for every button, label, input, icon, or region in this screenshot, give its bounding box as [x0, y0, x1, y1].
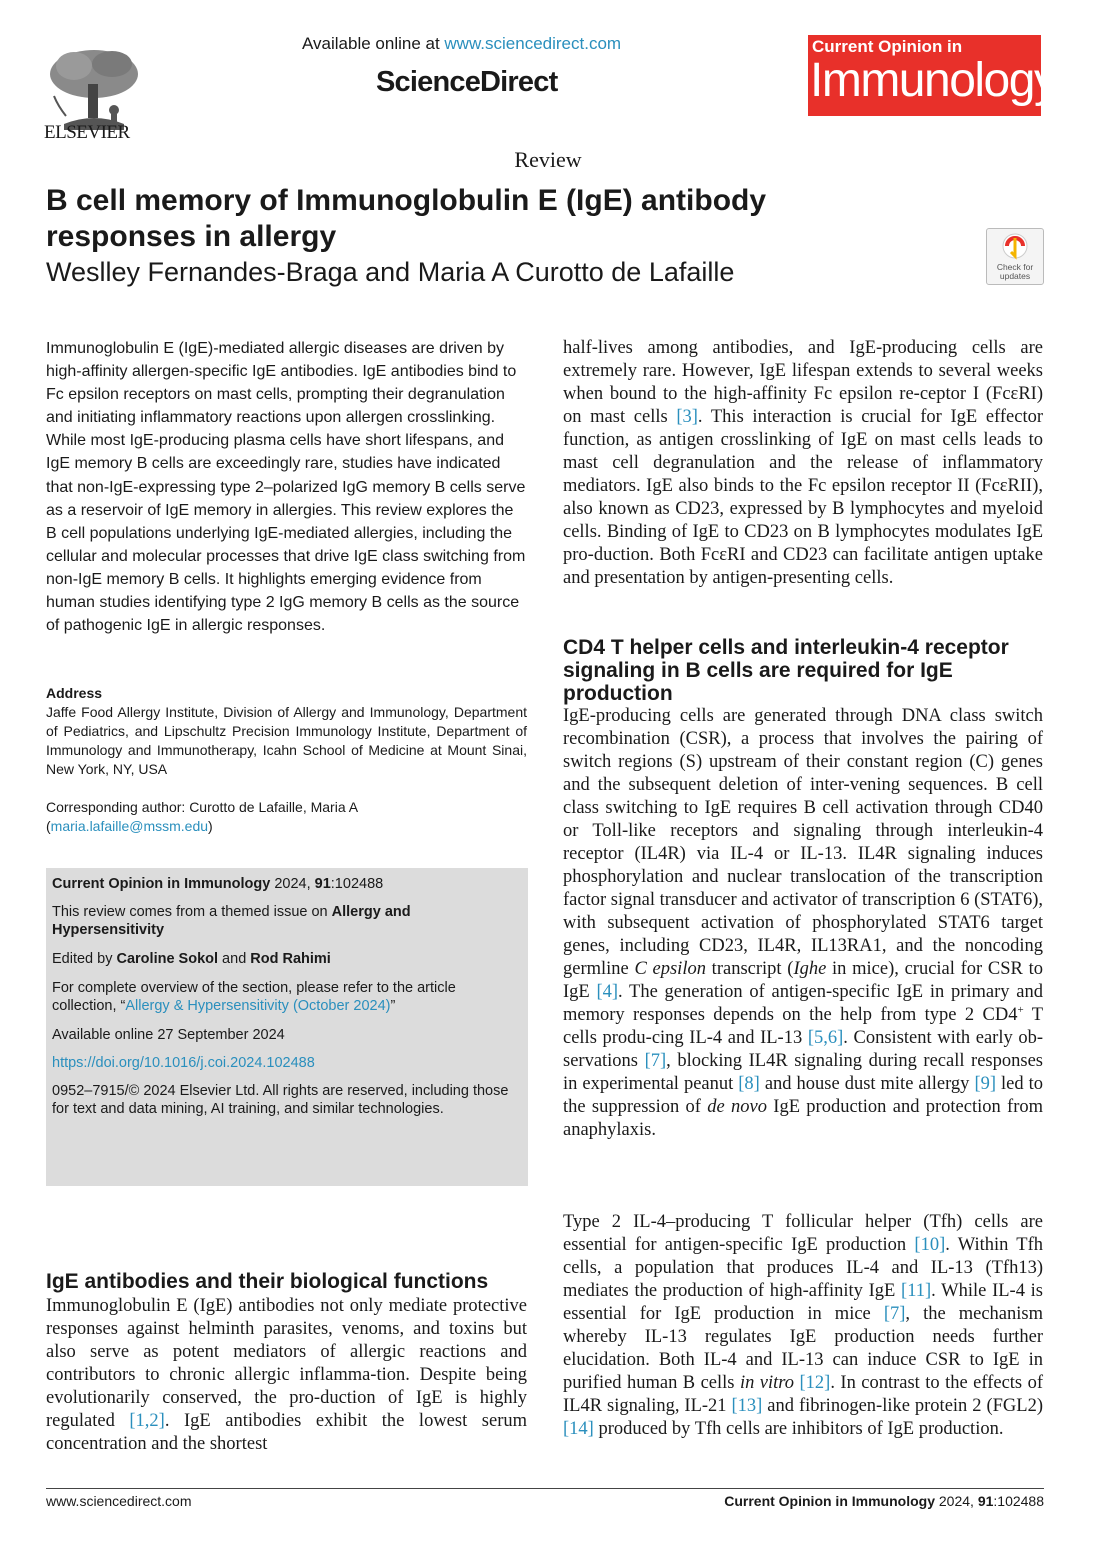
section-heading-ige-antibodies: IgE antibodies and their biological functions: [46, 1270, 489, 1293]
editor-2: Rod Rahimi: [250, 951, 331, 967]
citation-link[interactable]: [12]: [799, 1373, 831, 1393]
citation-link[interactable]: [3]: [676, 407, 698, 427]
superscript: +: [1017, 1003, 1024, 1016]
footer-citation: [724, 1493, 1044, 1509]
journal-logo: [808, 35, 1057, 116]
text-run: led to the suppression of: [563, 1074, 1043, 1117]
footer-volume: 91: [977, 1493, 994, 1509]
text-run: . IgE antibodies exhibit the lowest serum concentration and the shortest: [46, 1411, 527, 1454]
text-run: . Consistent with early ob-servations: [563, 1028, 1043, 1071]
citation-link[interactable]: [7]: [644, 1051, 667, 1071]
email-close: ): [208, 818, 213, 834]
footer-journal: Current Opinion in Immunology: [724, 1493, 935, 1509]
text-run: and fibrinogen-like protein 2 (FGL2): [762, 1396, 1043, 1416]
overview-prefix: For complete overview of the section, please refer to the article collection, “: [52, 980, 456, 1014]
text-run: IgE production and protection from anaphylaxis.: [563, 1097, 1043, 1140]
citation-link[interactable]: [7]: [883, 1304, 906, 1324]
text-run: in mice), crucial for CSR to IgE: [563, 959, 1043, 1002]
themed-topic: Allergy and Hypersensitivity: [52, 904, 411, 938]
italic-term: Ighe: [793, 959, 827, 979]
footer-divider: [46, 1488, 1044, 1489]
right-paragraph-3: [563, 1211, 1043, 1441]
text-run: transcript (: [705, 959, 794, 979]
sciencedirect-url-link[interactable]: www.sciencedirect.com: [444, 34, 622, 53]
elsevier-wordmark: ELSEVIER: [44, 122, 130, 143]
infobox-available-date: Available online 27 September 2024: [52, 1027, 285, 1043]
infobox-article-no: :102488: [330, 876, 384, 892]
infobox-editors: [52, 950, 522, 968]
themed-prefix: This review comes from a themed issue on: [52, 904, 332, 920]
address-heading: Address: [46, 685, 103, 701]
article-title: B cell memory of Immunoglobulin E (IgE) antibody responses in allergy: [46, 184, 767, 253]
section1-paragraph: [46, 1295, 527, 1456]
check-updates-label: Check for updates: [996, 262, 1034, 281]
text-run: . In contrast to the effects of IL4R signaling, IL-21: [563, 1373, 1043, 1416]
text-run: and house dust mite allergy: [759, 1074, 975, 1094]
text-run: Immunoglobulin E (IgE) antibodies not only mediate protective responses against helminth parasites, venoms, and toxins but also serve as potent mediators of allergic reactions and contributors to chronic allergic inflamma-tion. Despite being evolutionarily conserved, the pro-duction of IgE is highly regulated: [46, 1296, 527, 1431]
citation-link[interactable]: [8]: [738, 1074, 760, 1094]
infobox-year: 2024,: [270, 876, 315, 892]
citation-link[interactable]: [11]: [901, 1281, 932, 1301]
text-run: . Within Tfh cells, a population that produces IL-4 and IL-13 (Tfh13) mediates the production of high-affinity IgE: [563, 1235, 1043, 1301]
text-run: . While IL-4 is essential for IgE production in mice: [563, 1281, 1043, 1324]
footer-year: 2024,: [934, 1493, 978, 1509]
right-paragraph-1: [563, 337, 1043, 590]
text-run: , blocking IL4R signaling during recall responses in experimental peanut: [563, 1051, 1043, 1094]
text-run: half-lives among antibodies, and IgE-producing cells are extremely rare. However, IgE lifespan extends to several weeks when bound to the high-affinity Fc epsilon re-ceptor I (FcεRI) on mast cells: [563, 338, 1043, 427]
journal-logo-top: Current Opinion in: [812, 37, 963, 56]
right-paragraph-2: [563, 705, 1043, 1142]
journal-logo-main: Immunology: [810, 54, 1057, 107]
italic-term: C epsilon: [634, 959, 706, 979]
citation-link[interactable]: [9]: [974, 1074, 997, 1094]
collection-link[interactable]: Allergy & Hypersensitivity (October 2024): [125, 998, 391, 1014]
corresponding-email-link[interactable]: maria.lafaille@mssm.edu: [50, 818, 209, 834]
citation-link[interactable]: [1,2]: [129, 1411, 165, 1431]
abstract: Immunoglobulin E (IgE)-mediated allergic diseases are driven by high-affinity allergen-specific IgE antibodies. IgE antibodies bind to Fc epsilon receptors on mast cells, prompting their degranulation and initiating inflammatory reactions upon allergen crosslinking. While most IgE-producing plasma cells have short lifespans, and IgE memory B cells are exceedingly rare, studies have indicated that non-IgE-expressing type 2–polarized IgG memory B cells serve as a reservoir of IgE memory in allergies. This review explores the B cell populations underlying IgE-mediated allergies, including the cellular and molecular processes that drive IgE class switching from non-IgE memory B cells. It highlights emerging evidence from human studies identifying type 2 IgG memory B cells as the source of pathogenic IgE in allergic responses.: [46, 340, 526, 635]
edited-prefix: Edited by: [52, 951, 117, 967]
sciencedirect-wordmark: ScienceDirect: [376, 66, 558, 98]
text-run: . The generation of antigen-specific IgE in primary and memory responses depends on the help from type 2 CD4: [563, 982, 1043, 1025]
article-authors: Weslley Fernandes-Braga and Maria A Curotto de Lafaille: [46, 257, 735, 287]
italic-term: de novo: [707, 1097, 767, 1117]
infobox-themed-issue: [52, 903, 522, 939]
email-open: (: [46, 818, 51, 834]
overview-suffix: ”: [390, 998, 396, 1014]
text-run: . This interaction is crucial for IgE effector function, as antigen crosslinking of IgE on mast cells leads to mast cell degranulation and the release of inflammatory mediators. IgE also binds to the Fc epsilon receptor II (FcεRII), also known as CD23, expressed by B lymphocytes and myeloid cells. Binding of IgE to CD23 on B lymphocytes modulates IgE pro-duction. Both FcεRI and CD23 can facilitate antigen uptake and presentation by antigen-presenting cells.: [563, 407, 1043, 588]
section-heading-cd4-t-helper: CD4 T helper cells and interleukin-4 receptor signaling in B cells are required for IgE production: [563, 636, 1009, 705]
article-type: Review: [514, 147, 582, 172]
article-info-box: [46, 868, 528, 1186]
text-run: IgE-producing cells are generated through DNA class switch recombination (CSR), a process that involves the pairing of switch regions (S) upstream of their constant region (C) genes and the subsequent deletion of inter-vening sequences. B cell class switching to IgE requires B cell activation through CD40 or Toll-like receptors and signaling through interleukin-4 receptor (IL4R) via IL-4 or IL-13. IL4R signaling induces phosphorylation and nuclear translocation of the transcription factor signal transducer and activator of transcription 6 (STAT6), with subsequent activation of phosphorylated STAT6 target genes, including CD23, IL4R, IL13RA1, and the noncoding germline: [563, 706, 1043, 979]
address-text: Jaffe Food Allergy Institute, Division of Allergy and Immunology, Department of Pediatrics, and Lipschultz Precision Immunology Institute, Department of Immunology and Immunotherapy, Icahn School of Medicine at Mount Sinai, New York, NY, USA: [46, 704, 527, 777]
editor-and: and: [218, 951, 251, 967]
text-run: produced by Tfh cells are inhibitors of IgE production.: [593, 1419, 1004, 1439]
infobox-volume: 91: [314, 876, 331, 892]
italic-term: in vitro: [739, 1373, 795, 1393]
corresponding-author: [46, 798, 358, 836]
citation-link[interactable]: [13]: [731, 1396, 763, 1416]
infobox-journal: Current Opinion in Immunology: [52, 876, 271, 892]
citation-link[interactable]: [5,6]: [807, 1028, 844, 1048]
available-online-line: [302, 34, 621, 54]
infobox-citation: [52, 875, 522, 893]
footer-url[interactable]: www.sciencedirect.com: [46, 1493, 192, 1509]
infobox-copyright: 0952–7915/© 2024 Elsevier Ltd. All rights are reserved, including those for text and data mining, AI training, and similar technologies.: [52, 1083, 509, 1117]
check-for-updates-button[interactable]: [986, 228, 1044, 285]
citation-link[interactable]: [4]: [596, 982, 619, 1002]
corresponding-label: Corresponding author: Curotto de Lafaille, Maria A: [46, 799, 359, 815]
check-updates-icon: [987, 229, 1043, 263]
citation-link[interactable]: [14]: [563, 1419, 594, 1439]
citation-link[interactable]: [10]: [914, 1235, 946, 1255]
editor-1: Caroline Sokol: [116, 951, 219, 967]
text-run: Type 2 IL-4–producing T follicular helper (Tfh) cells are essential for antigen-specific IgE production: [563, 1212, 1043, 1255]
footer-article-no: :102488: [993, 1493, 1044, 1509]
text-run: , the mechanism whereby IL-13 regulates IgE production needs further elucidation. Both IL-4 and IL-13 can induce CSR to IgE in purified human B cells: [563, 1304, 1043, 1393]
available-prefix: Available online at: [302, 34, 445, 53]
doi-link[interactable]: https://doi.org/10.1016/j.coi.2024.102488: [52, 1055, 315, 1071]
infobox-overview: [52, 979, 522, 1015]
text-run: T cells produ-cing IL-4 and IL-13: [563, 1005, 1044, 1048]
